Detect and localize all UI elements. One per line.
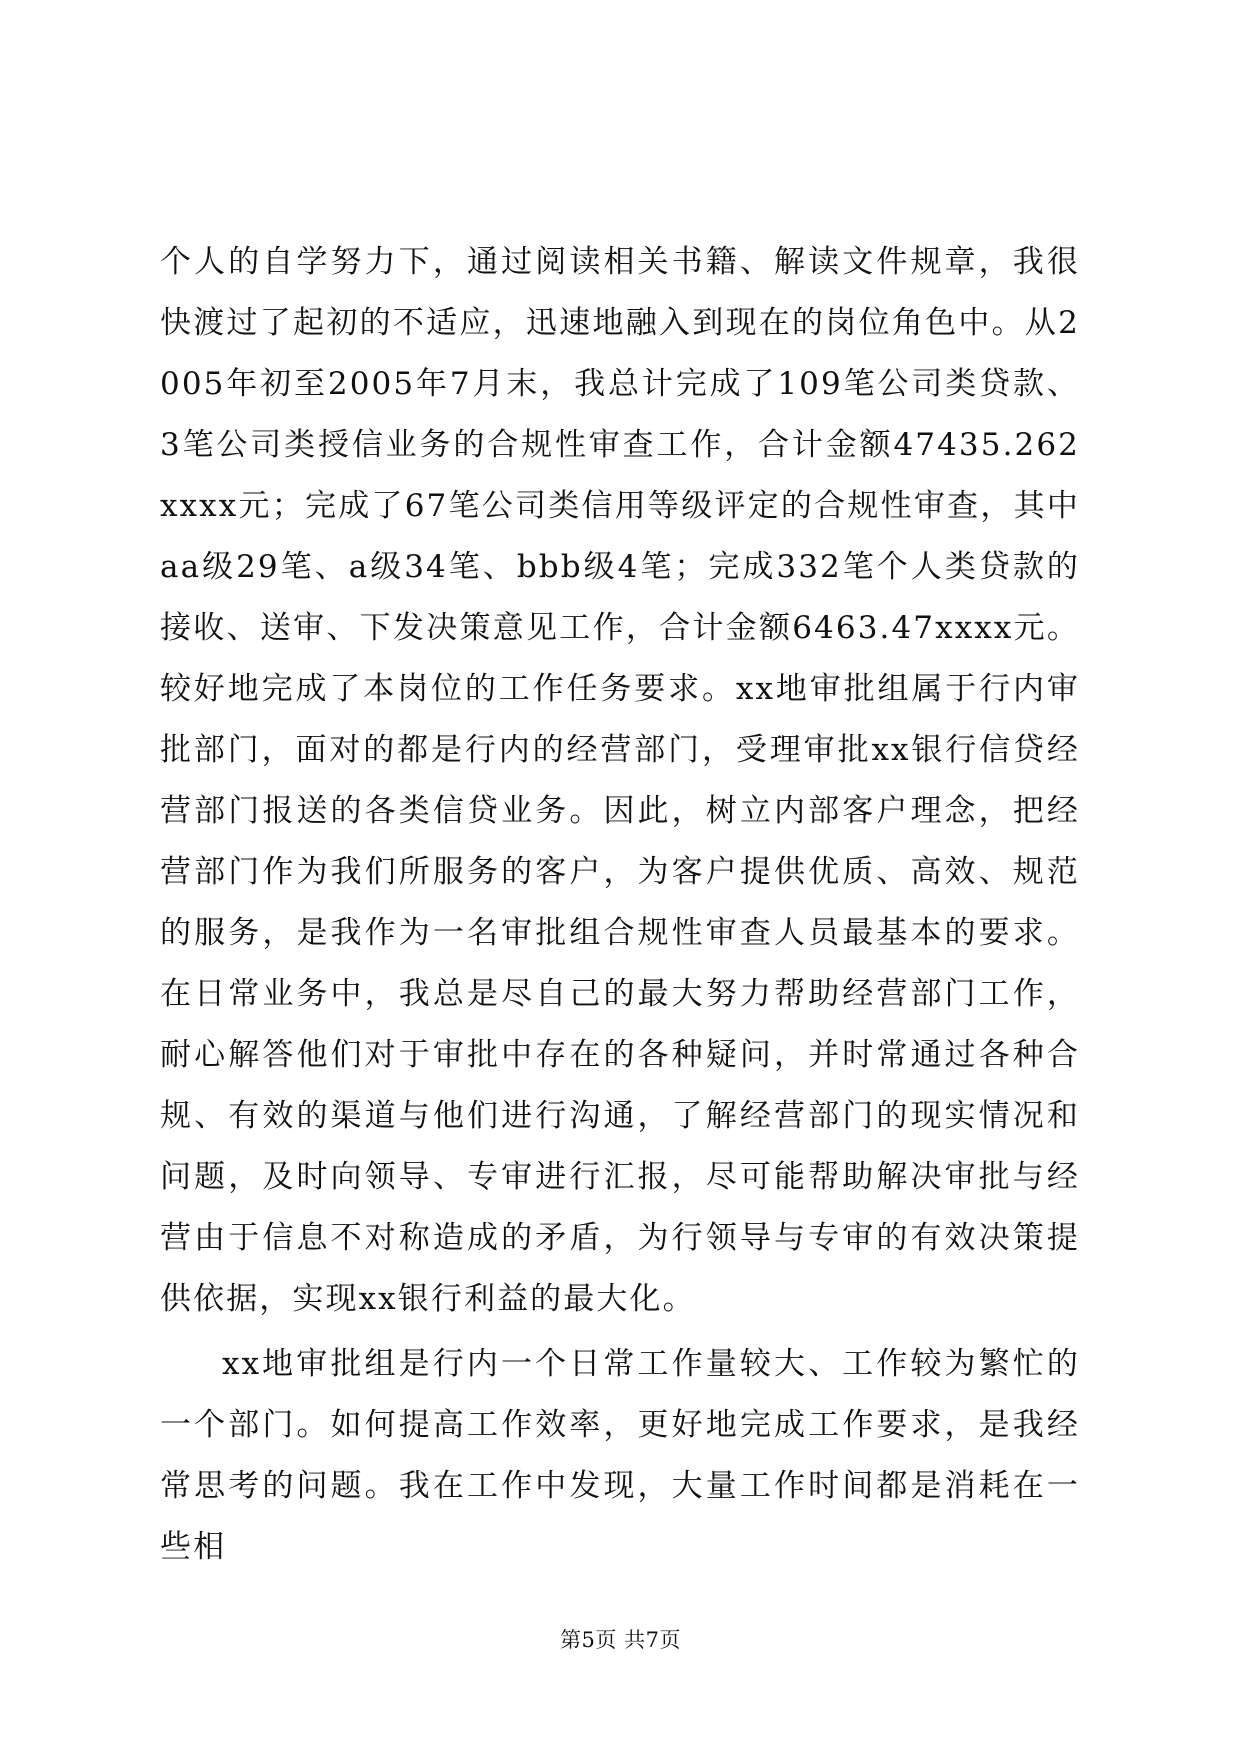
document-body <box>160 232 1080 1578</box>
paragraph-continued: 个人的自学努力下，通过阅读相关书籍、解读文件规章，我很快渡过了起初的不适应，迅速地融入到现在的岗位角色中。从2005年初至2005年7月末，我总计完成了109笔公司类贷款、3笔公司类授信业务的合规性审查工作，合计金额47435.262xxxx元；完成了67笔公司类信用等级评定的合规性审查，其中aa级29笔、a级34笔、bbb级4笔；完成332笔个人类贷款的接收、送审、下发决策意见工作，合计金额6463.47xxxx元。较好地完成了本岗位的工作任务要求。xx地审批组属于行内审批部门，面对的都是行内的经营部门，受理审批xx银行信贷经营部门报送的各类信贷业务。因此，树立内部客户理念，把经营部门作为我们所服务的客户，为客户提供优质、高效、规范的服务，是我作为一名审批组合规性审查人员最基本的要求。在日常业务中，我总是尽自己的最大努力帮助经营部门工作，耐心解答他们对于审批中存在的各种疑问，并时常通过各种合规、有效的渠道与他们进行沟通，了解经营部门的现实情况和问题，及时向领导、专审进行汇报，尽可能帮助解决审批与经营由于信息不对称造成的矛盾，为行领导与专审的有效决策提供依据，实现xx银行利益的最大化。 <box>160 244 1080 1317</box>
page-number-footer: 第5页 共7页 <box>560 1628 681 1652</box>
paragraph-workload: xx地审批组是行内一个日常工作量较大、工作较为繁忙的一个部门。如何提高工作效率，更好地完成工作要求，是我经常思考的问题。我在工作中发现，大量工作时间都是消耗在一些相 <box>160 1346 1080 1565</box>
